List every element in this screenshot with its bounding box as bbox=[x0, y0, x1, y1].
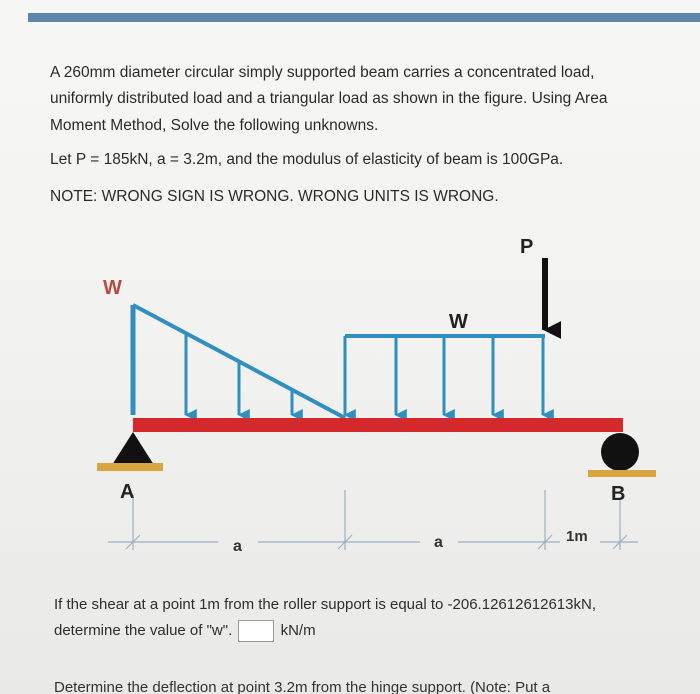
hinge-support-a bbox=[97, 432, 163, 471]
answer-input-box[interactable] bbox=[238, 620, 274, 642]
question-line-1: If the shear at a point 1m from the roller support is equal to -206.12612612613kN, bbox=[54, 596, 596, 613]
beam bbox=[133, 418, 623, 432]
question-prompt: determine the value of "w". bbox=[54, 622, 233, 639]
label-support-b: B bbox=[611, 483, 626, 505]
dim-label-a1: a bbox=[233, 538, 242, 555]
uniform-load bbox=[345, 336, 545, 415]
problem-line-3: Moment Method, Solve the following unknowns. bbox=[50, 117, 379, 134]
note-text: NOTE: WRONG SIGN IS WRONG. WRONG UNITS IS WRONG. bbox=[50, 188, 499, 205]
dimension-lines bbox=[108, 490, 638, 550]
dim-label-1m: 1m bbox=[566, 528, 588, 545]
label-w-left: W bbox=[103, 277, 122, 299]
next-question-text: Determine the deflection at point 3.2m from the hinge support. (Note: Put a bbox=[54, 679, 551, 694]
triangular-load bbox=[133, 305, 345, 418]
given-values: Let P = 185kN, a = 3.2m, and the modulus of elasticity of beam is 100GPa. bbox=[50, 151, 564, 168]
problem-line-2: uniformly distributed load and a triangular load as shown in the figure. Using Area bbox=[50, 90, 608, 107]
dim-label-a2: a bbox=[434, 534, 443, 551]
problem-line-1: A 260mm diameter circular simply supported beam carries a concentrated load, bbox=[50, 64, 595, 81]
label-support-a: A bbox=[120, 481, 135, 503]
label-p: P bbox=[520, 236, 534, 258]
roller-support-b bbox=[588, 433, 656, 477]
answer-unit: kN/m bbox=[280, 622, 316, 639]
label-w-mid: W bbox=[449, 311, 468, 333]
question-line-2 bbox=[54, 620, 316, 642]
